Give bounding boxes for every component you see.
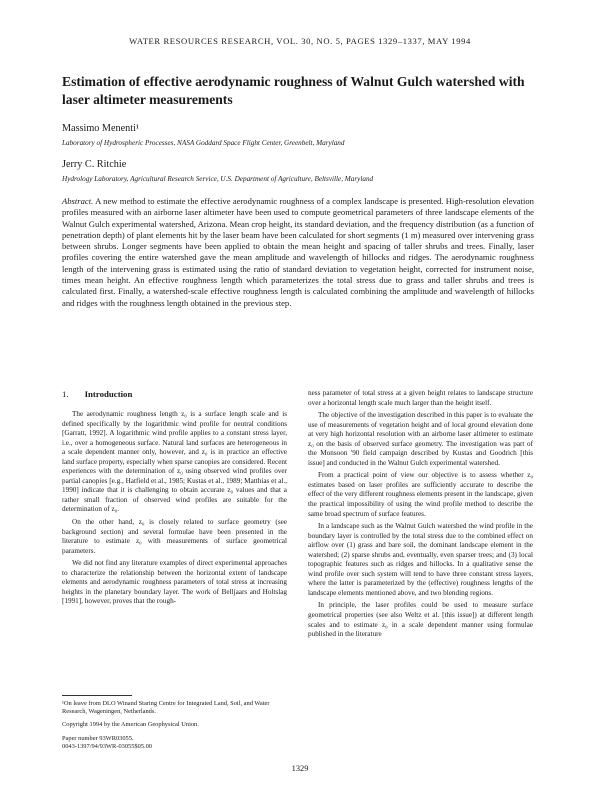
section-heading [62, 389, 287, 400]
abstract [62, 196, 534, 309]
paper-number: Paper number 93WR03055. [62, 734, 134, 742]
left-column [62, 389, 287, 610]
footnote-rule [62, 695, 132, 696]
author-name: Jerry C. Ritchie [62, 159, 127, 170]
body-paragraph: From a practical point of view our objective is to assess whether z₀ estimates based on laser profiles are sufficiently accurate to describe the effect of the very different roughness elements present in the landscape, given the practical impossibility of using the wind profile method to describe the same broad spectrum of surface features. [308, 471, 533, 518]
abstract-text: A new method to estimate the effective aerodynamic roughness of a complex landscape is presented. High-resolution elevation profiles measured with an airborne laser altimeter have been used to compute geometrical parameters of three landscape elements of the Walnut Gulch experimental watershed, Arizona. Mean crop height, its standard deviation, and the frequency distribution (as a function of penetration depth) of plant elements hit by the laser beam have been calculated for short segments (1 m) measured over intervening grass between shrubs. Longer segments have been applied to obtain the mean height and spacing of taller shrubs and trees. Finally, laser profiles covering the entire watershed gave the mean amplitude and wavelength of hillocks and ridges. The aerodynamic roughness length of the intervening grass is estimated using the ratio of standard deviation to vegetation height, corrected for instrument noise, times mean height. An effective roughness length which parameterizes the total stress due to grass and taller shrubs and trees is calculated first. Finally, a watershed-scale effective roughness length is calculated combining the amplitude and wavelength of hillocks and ridges with the roughness length obtained in the previous step. [62, 196, 534, 308]
footnote-affiliation: ¹On leave from DLO Winand Staring Centre for Integrated Land, Soil, and Water Research, Wageningen, Netherlands. [62, 700, 270, 716]
paper-title: Estimation of effective aerodynamic roughness of Walnut Gulch watershed with laser altimeter measurements [62, 74, 525, 107]
copyright-notice: Copyright 1994 by the American Geophysical Union. [62, 721, 199, 729]
body-paragraph: The aerodynamic roughness length z₀ is a surface length scale and is defined specifically by the logarithmic wind profile for neutral conditions [Garratt, 1992]. A logarithmic wind profile applies to a constant stress layer, i.e., over a homogeneous surface. Natural land surfaces are heterogeneous in a scale dependent manner only, however, and z₀ is in practice an effective land surface property, especially when sparse canopies are considered. Recent experiences with the determination of z₀ using observed wind profiles over partial canopies [e.g., Hatfield et al., 1985; Kustas et al., 1989; Matthias et al., 1990] indicate that it is challenging to obtain accurate z₀ values and that a rather small fraction of observed wind profiles are suitable for the determination of z₀. [62, 410, 287, 514]
author-affiliation: Hydrology Laboratory, Agricultural Research Service, U.S. Department of Agriculture, Beltsville, Maryland [62, 175, 374, 183]
running-head: WATER RESOURCES RESEARCH, VOL. 30, NO. 5, PAGES 1329–1337, MAY 1994 [129, 36, 471, 46]
author-affiliation: Laboratory of Hydrospheric Processes, NASA Goddard Space Flight Center, Greenbelt, Maryland [62, 139, 345, 147]
page-number: 1329 [291, 764, 309, 773]
abstract-lead: Abstract. [62, 196, 94, 206]
author-name: Massimo Menenti¹ [62, 123, 139, 134]
section-number: 1. [62, 389, 69, 399]
body-paragraph: We did not find any literature examples of direct experimental approaches to characterize the relationship between the horizontal extent of landscape elements and aerodynamic roughness parameters of total stress at increasing heights in the planetary boundary layer. The work of Belljaars and Holtslag [1991], however, proves that the rough- [62, 559, 287, 606]
body-paragraph: ness parameter of total stress at a given height relates to landscape structure over a horizontal length scale much larger than the height itself. [308, 389, 533, 407]
body-paragraph: On the other hand, z₀ is closely related to surface geometry (see background section) and several formulae have been presented in the literature to estimate z₀ with measurements of surface geometrical parameters. [62, 518, 287, 555]
right-column [308, 389, 533, 643]
section-title: Introduction [84, 389, 133, 399]
body-paragraph: The objective of the investigation described in this paper is to evaluate the use of measurements of vegetation height and of local ground elevation done at very high horizontal resolution with an airborne laser altimeter to estimate z₀ on the basis of observed surface geometry. The investigation was part of the Monsoon '90 field campaign described by Kustas and Goodrich [this issue] and conducted in the Walnut Gulch experimental watershed. [308, 411, 533, 467]
footnotes [62, 695, 287, 751]
body-paragraph: In a landscape such as the Walnut Gulch watershed the wind profile in the boundary layer is controlled by the total stress due to the combined effect on airflow over (1) grass and bare soil, the dominant landscape element in the watershed; (2) sparse shrubs and, eventually, even sparser trees; and (3) local topographic features such as ridges and hillocks. In a qualitative sense the wind profile over such system will tend to have three constant stress layers, where the latter is parameterized by the (effective) roughness lengths of the landscape elements mentioned above, and two blending regions. [308, 522, 533, 597]
publication-code: 0043-1397/94/93WR-03055$05.00 [62, 742, 152, 750]
body-paragraph: In principle, the laser profiles could be used to measure surface geometrical properties (see also Weltz et al. [this issue]) at different length scales and to estimate z₀ in a scale dependent manner using formulae published in the literature [308, 601, 533, 639]
